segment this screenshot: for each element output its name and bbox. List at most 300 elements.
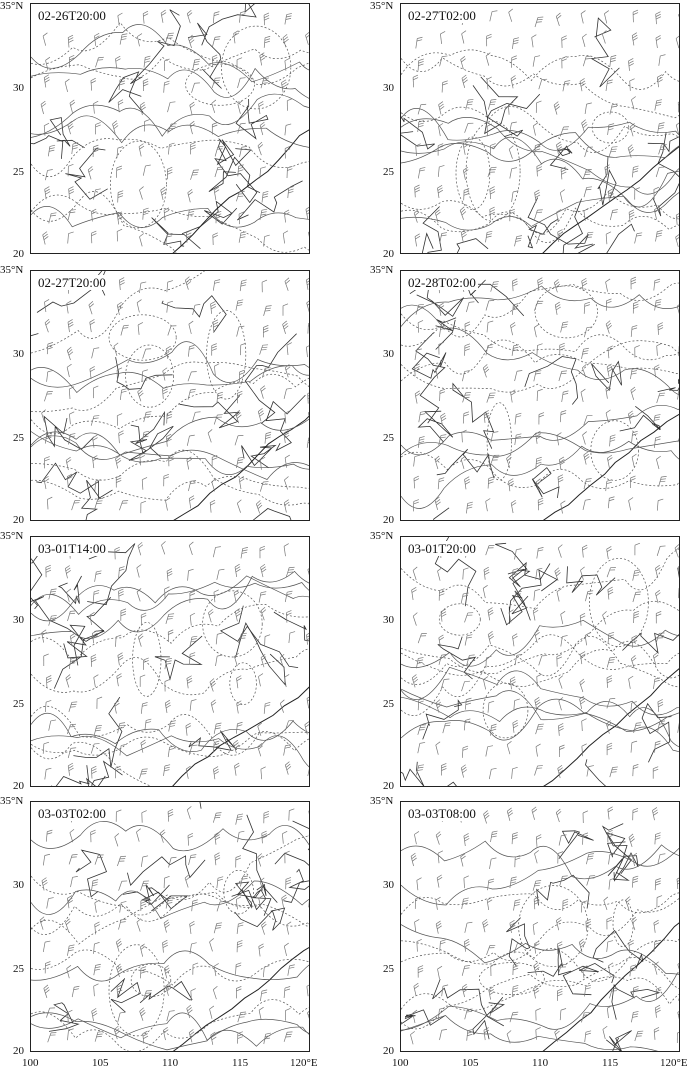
- wind-barb-flag: [194, 63, 199, 66]
- wind-barb-flag: [143, 14, 148, 16]
- wind-barb-flag: [116, 480, 121, 482]
- wind-barb: [65, 79, 73, 92]
- wind-barb-staff: [678, 723, 680, 733]
- wind-barb-flag: [240, 236, 245, 239]
- wind-barb: [308, 391, 310, 403]
- lon-tick-label: 110: [162, 1057, 179, 1069]
- coastline: [541, 917, 680, 1052]
- wind-barb-flag: [48, 347, 53, 349]
- wind-barb-flag: [420, 413, 425, 416]
- wind-barb-staff: [69, 414, 70, 424]
- wind-barb-staff: [309, 372, 310, 382]
- wind-barb-flag: [611, 57, 616, 60]
- boundary-line: [593, 931, 643, 969]
- wind-barb-flag: [116, 59, 121, 62]
- wind-barb: [538, 498, 543, 510]
- wind-barb-flag: [582, 281, 587, 284]
- wind-barb-flag: [534, 941, 539, 944]
- map-field-6: [401, 537, 680, 787]
- wind-barb: [287, 99, 292, 111]
- wind-barb-staff: [190, 616, 191, 626]
- wind-barb-flag: [602, 611, 607, 615]
- wind-barb: [628, 834, 637, 847]
- wind-barb: [258, 408, 266, 421]
- wind-barb-flag: [145, 55, 150, 58]
- wind-barb-flag: [560, 462, 565, 465]
- wind-barb-flag: [560, 343, 565, 345]
- contour-line: [401, 841, 680, 879]
- wind-barb: [136, 919, 145, 932]
- wind-barb-flag: [463, 568, 468, 570]
- wind-barb-flag: [512, 837, 517, 839]
- wind-barb-flag: [633, 10, 638, 12]
- wind-barb-staff: [215, 147, 218, 157]
- wind-barb-flag: [464, 967, 469, 970]
- wind-barb-flag: [242, 551, 247, 554]
- wind-barb-flag: [146, 347, 151, 350]
- wind-barb-flag: [170, 722, 175, 725]
- wind-barb-flag: [465, 482, 470, 485]
- wind-barb: [605, 321, 614, 334]
- wind-barb: [115, 456, 123, 469]
- panel-time-label: 02-27T02:00: [408, 8, 476, 23]
- wind-barb-flag: [214, 190, 219, 193]
- wind-barb-staff: [583, 968, 584, 978]
- wind-barb-flag: [535, 149, 540, 151]
- wind-barb: [539, 78, 547, 91]
- wind-barb-flag: [47, 680, 52, 682]
- wind-barb-flag: [146, 721, 151, 724]
- wind-barb: [115, 547, 120, 559]
- wind-barb: [537, 233, 546, 246]
- wind-barb: [263, 325, 268, 337]
- wind-barb: [262, 366, 270, 379]
- wind-barb: [309, 895, 310, 907]
- wind-barb-staff: [189, 545, 192, 554]
- wind-barb-flag: [215, 279, 220, 282]
- wind-barb-staff: [95, 903, 97, 913]
- wind-barb-staff: [560, 1010, 561, 1020]
- wind-barb-flag: [560, 190, 565, 193]
- wind-barb: [306, 300, 310, 313]
- wind-barb: [536, 744, 543, 757]
- wind-barb-flag: [607, 746, 612, 748]
- wind-barb-flag: [212, 57, 217, 59]
- wind-barb: [66, 457, 74, 470]
- wind-barb: [487, 34, 492, 46]
- wind-barb: [68, 35, 74, 47]
- wind-barb: [557, 589, 565, 602]
- wind-barb-flag: [413, 78, 418, 80]
- wind-barb-flag: [656, 299, 661, 302]
- wind-barb-flag: [145, 58, 150, 61]
- wind-barb-staff: [67, 969, 70, 979]
- wind-barb: [607, 656, 615, 669]
- wind-barb-flag: [140, 740, 145, 743]
- wind-barb: [539, 654, 547, 667]
- wind-barb-flag: [91, 833, 96, 835]
- boundary-line: [501, 591, 528, 625]
- wind-barb-staff: [189, 498, 190, 508]
- wind-barb-flag: [189, 542, 194, 545]
- wind-barb-flag: [96, 122, 101, 124]
- wind-barb: [533, 608, 540, 621]
- wind-barb-flag: [286, 15, 291, 18]
- wind-barb: [534, 324, 541, 337]
- wind-barb-flag: [136, 829, 141, 832]
- wind-barb-staff: [487, 900, 489, 910]
- wind-barb-flag: [186, 233, 191, 235]
- wind-barb: [464, 718, 470, 730]
- wind-barb-flag: [561, 172, 566, 174]
- wind-barb: [631, 655, 639, 668]
- wind-barb-flag: [118, 13, 123, 16]
- wind-barb-staff: [213, 547, 215, 557]
- wind-barb-flag: [656, 12, 661, 14]
- wind-barb: [49, 212, 57, 225]
- wind-barb-flag: [263, 325, 268, 327]
- wind-barb: [413, 613, 422, 626]
- wind-barb-flag: [289, 566, 294, 569]
- wind-barb-flag: [679, 78, 680, 81]
- wind-barb-flag: [141, 772, 146, 775]
- wind-barb-flag: [307, 984, 310, 987]
- wind-barb-flag: [241, 282, 246, 285]
- wind-barb: [113, 343, 121, 356]
- wind-barb-flag: [656, 881, 661, 883]
- wind-barb: [631, 741, 637, 753]
- wind-barb: [586, 852, 594, 865]
- wind-barb: [114, 701, 121, 714]
- wind-barb: [677, 961, 680, 974]
- wind-barb: [169, 720, 176, 733]
- wind-barb-flag: [48, 897, 53, 900]
- wind-barb: [437, 875, 444, 888]
- wind-barb-staff: [436, 369, 438, 379]
- wind-barb-flag: [439, 591, 444, 593]
- wind-barb-flag: [562, 59, 567, 61]
- wind-barb: [168, 101, 176, 114]
- wind-barb-staff: [238, 78, 241, 88]
- wind-barb-flag: [561, 410, 566, 412]
- wind-barb: [190, 699, 196, 712]
- wind-barb: [188, 321, 196, 334]
- wind-barb-flag: [98, 58, 103, 61]
- wind-barb-flag: [308, 322, 310, 324]
- wind-barb-staff: [587, 876, 590, 886]
- contour-line: [401, 844, 680, 905]
- wind-barb-flag: [215, 816, 220, 819]
- wind-barb-flag: [489, 881, 494, 884]
- wind-barb: [238, 1011, 246, 1024]
- wind-barb-flag: [628, 498, 633, 501]
- wind-barb-flag: [290, 964, 295, 967]
- wind-barb-flag: [536, 20, 541, 23]
- wind-barb-flag: [235, 567, 240, 570]
- wind-barb-flag: [236, 963, 241, 965]
- wind-barb-flag: [287, 590, 292, 593]
- wind-barb-flag: [94, 33, 99, 36]
- wind-barb: [583, 833, 588, 845]
- wind-barb-flag: [638, 1030, 643, 1033]
- wind-barb-staff: [655, 743, 656, 753]
- wind-barb-flag: [165, 764, 170, 767]
- wind-barb-staff: [264, 704, 265, 714]
- wind-barb-staff: [563, 82, 565, 92]
- wind-barb-flag: [69, 232, 74, 234]
- wind-barb-flag: [237, 304, 242, 307]
- wind-barb-flag: [46, 568, 51, 570]
- wind-barb: [45, 168, 52, 181]
- wind-barb: [435, 700, 444, 713]
- boundary-line: [155, 636, 202, 679]
- wind-barb-flag: [141, 615, 146, 617]
- wind-barb: [410, 1031, 418, 1044]
- wind-barb-flag: [261, 591, 266, 594]
- wind-barb-flag: [93, 881, 98, 884]
- wind-barb-flag: [513, 720, 518, 723]
- wind-barb-flag: [558, 852, 563, 854]
- wind-barb-flag: [537, 211, 542, 214]
- wind-barb: [441, 609, 447, 621]
- wind-barb: [234, 763, 241, 776]
- wind-barb: [459, 207, 468, 220]
- wind-barb-flag: [559, 747, 564, 749]
- wind-barb-flag: [558, 480, 563, 482]
- wind-barb-flag: [441, 609, 446, 612]
- wind-barb-flag: [305, 32, 310, 35]
- wind-barb-flag: [512, 279, 517, 281]
- wind-barb-flag: [284, 674, 289, 677]
- wind-barb: [463, 568, 469, 580]
- wind-barb-flag: [557, 989, 562, 991]
- wind-barb-flag: [90, 369, 95, 372]
- wind-barb-flag: [121, 390, 126, 393]
- boundary-line: [509, 570, 557, 624]
- wind-barb-flag: [445, 722, 450, 725]
- wind-barb-staff: [514, 701, 515, 711]
- wind-barb-flag: [238, 813, 243, 816]
- wind-barb: [141, 702, 147, 714]
- wind-barb: [483, 811, 491, 824]
- wind-barb: [536, 1008, 541, 1020]
- wind-barb: [630, 79, 636, 91]
- wind-barb-flag: [440, 939, 445, 941]
- wind-barb: [610, 208, 618, 221]
- wind-barb-flag: [217, 413, 222, 416]
- wind-barb-flag: [419, 59, 424, 61]
- wind-barb-flag: [188, 833, 193, 835]
- wind-barb-flag: [439, 165, 444, 167]
- wind-barb-flag: [655, 436, 660, 439]
- wind-barb-staff: [635, 234, 637, 244]
- wind-barb-staff: [115, 59, 116, 69]
- wind-barb-staff: [414, 478, 415, 488]
- wind-barb: [534, 300, 543, 313]
- wind-barb-flag: [213, 322, 218, 324]
- wind-barb: [534, 208, 542, 221]
- wind-barb-staff: [657, 546, 660, 556]
- wind-barb-flag: [96, 726, 101, 729]
- wind-barb: [120, 33, 127, 46]
- wind-barb-flag: [558, 475, 563, 477]
- wind-barb: [464, 939, 471, 952]
- wind-barb-flag: [237, 678, 242, 681]
- wind-barb: [141, 613, 146, 625]
- wind-barb-flag: [419, 436, 424, 439]
- wind-barb-flag: [679, 344, 680, 346]
- wind-barb: [209, 938, 217, 951]
- wind-barb-flag: [234, 763, 239, 766]
- wind-barb-flag: [262, 483, 267, 486]
- wind-barb-flag: [634, 611, 639, 613]
- wind-barb-flag: [216, 924, 221, 927]
- wind-barb-flag: [286, 922, 291, 925]
- wind-barb-flag: [463, 900, 468, 903]
- wind-barb-staff: [533, 925, 534, 935]
- wind-barb-flag: [43, 33, 48, 36]
- wind-barb-flag: [469, 654, 474, 657]
- wind-barb: [676, 35, 680, 48]
- wind-barb-flag: [238, 299, 243, 302]
- wind-barb-flag: [513, 990, 518, 992]
- wind-barb-staff: [47, 899, 49, 909]
- wind-barb-staff: [608, 809, 609, 819]
- wind-barb-flag: [657, 343, 662, 345]
- wind-barb: [282, 831, 288, 843]
- wind-barb: [536, 101, 541, 113]
- wind-barb-flag: [487, 37, 492, 39]
- contour-loop: [186, 64, 255, 105]
- wind-barb-flag: [489, 992, 494, 995]
- wind-barb: [240, 279, 246, 292]
- wind-barb: [533, 962, 541, 975]
- wind-barb-flag: [233, 31, 238, 34]
- wind-barb-staff: [584, 187, 587, 197]
- wind-barb-flag: [190, 652, 195, 654]
- wind-barb-flag: [119, 569, 124, 571]
- wind-barb: [535, 16, 543, 29]
- wind-barb-flag: [414, 919, 419, 922]
- wind-barb: [141, 855, 148, 868]
- wind-barb-flag: [586, 1030, 591, 1033]
- wind-barb-staff: [308, 413, 310, 423]
- wind-barb-flag: [513, 985, 518, 987]
- wind-barb: [71, 875, 78, 888]
- boundary-line: [235, 908, 285, 930]
- wind-barb-flag: [439, 480, 444, 482]
- wind-barb-flag: [121, 38, 126, 41]
- wind-barb-flag: [562, 56, 567, 58]
- wind-barb-flag: [119, 566, 124, 568]
- wind-barb: [284, 210, 291, 223]
- wind-barb: [66, 301, 73, 314]
- wind-barb-staff: [190, 654, 191, 664]
- wind-barb: [168, 324, 177, 337]
- wind-barb-flag: [235, 611, 240, 614]
- wind-barb: [585, 633, 592, 646]
- wind-barb: [285, 851, 290, 863]
- wind-barb-flag: [513, 725, 518, 728]
- boundary-line: [49, 1003, 78, 1032]
- wind-barb-staff: [69, 855, 72, 865]
- wind-barb: [555, 302, 562, 315]
- wind-barb-flag: [91, 659, 96, 661]
- wind-barb: [438, 165, 444, 177]
- wind-barb-flag: [68, 187, 73, 189]
- wind-barb-flag: [282, 831, 287, 833]
- wind-barb-staff: [587, 767, 589, 777]
- wind-barb-flag: [438, 190, 443, 193]
- wind-barb: [652, 807, 659, 820]
- wind-barb-flag: [633, 168, 638, 170]
- lat-tick-label: 35°N: [370, 530, 394, 542]
- wind-barb-flag: [419, 303, 424, 306]
- wind-barb-flag: [467, 101, 472, 104]
- wind-barb-flag: [50, 144, 55, 147]
- wind-barb: [214, 413, 222, 426]
- wind-barb-flag: [464, 876, 469, 878]
- wind-barb-flag: [71, 208, 76, 211]
- wind-barb: [633, 808, 638, 820]
- wind-barb-flag: [582, 744, 587, 746]
- wind-barb: [485, 53, 493, 66]
- wind-barb-flag: [533, 610, 538, 613]
- wind-barb-staff: [94, 986, 95, 996]
- wind-barb: [656, 631, 664, 644]
- wind-barb: [260, 386, 268, 399]
- wind-barb: [47, 497, 53, 509]
- wind-barb-flag: [563, 390, 568, 393]
- wind-barb-flag: [169, 612, 174, 615]
- wind-barb-staff: [656, 167, 659, 177]
- map-field-8: [401, 802, 680, 1052]
- wind-barb-flag: [635, 543, 640, 545]
- wind-barb: [67, 1010, 73, 1022]
- wind-barb: [440, 389, 445, 401]
- wind-barb: [559, 457, 566, 470]
- wind-barb-flag: [45, 80, 50, 83]
- wind-barb-staff: [561, 614, 563, 624]
- wind-barb-staff: [582, 721, 583, 731]
- wind-barb-flag: [119, 594, 124, 596]
- wind-barb-flag: [412, 590, 417, 593]
- wind-barb-flag: [439, 589, 444, 591]
- wind-barb-flag: [467, 921, 472, 924]
- wind-barb: [91, 742, 99, 755]
- wind-barb: [655, 99, 662, 112]
- wind-barb-flag: [262, 992, 267, 995]
- wind-barb-staff: [534, 854, 537, 864]
- wind-barb: [415, 234, 422, 247]
- wind-barb-flag: [195, 81, 200, 84]
- wind-barb-flag: [188, 213, 193, 216]
- wind-barb: [263, 965, 269, 977]
- wind-barb: [211, 100, 219, 113]
- wind-barb-flag: [582, 432, 587, 435]
- wind-barb: [187, 434, 194, 447]
- wind-barb: [606, 410, 614, 423]
- wind-barb: [49, 614, 57, 627]
- wind-barb-flag: [633, 767, 638, 769]
- wind-barb: [554, 279, 563, 292]
- wind-barb-flag: [418, 64, 423, 66]
- wind-barb-flag: [238, 922, 243, 925]
- wind-barb-flag: [634, 616, 639, 618]
- wind-barb-flag: [633, 881, 638, 883]
- wind-barb-flag: [636, 590, 641, 593]
- wind-barb-flag: [240, 1013, 245, 1016]
